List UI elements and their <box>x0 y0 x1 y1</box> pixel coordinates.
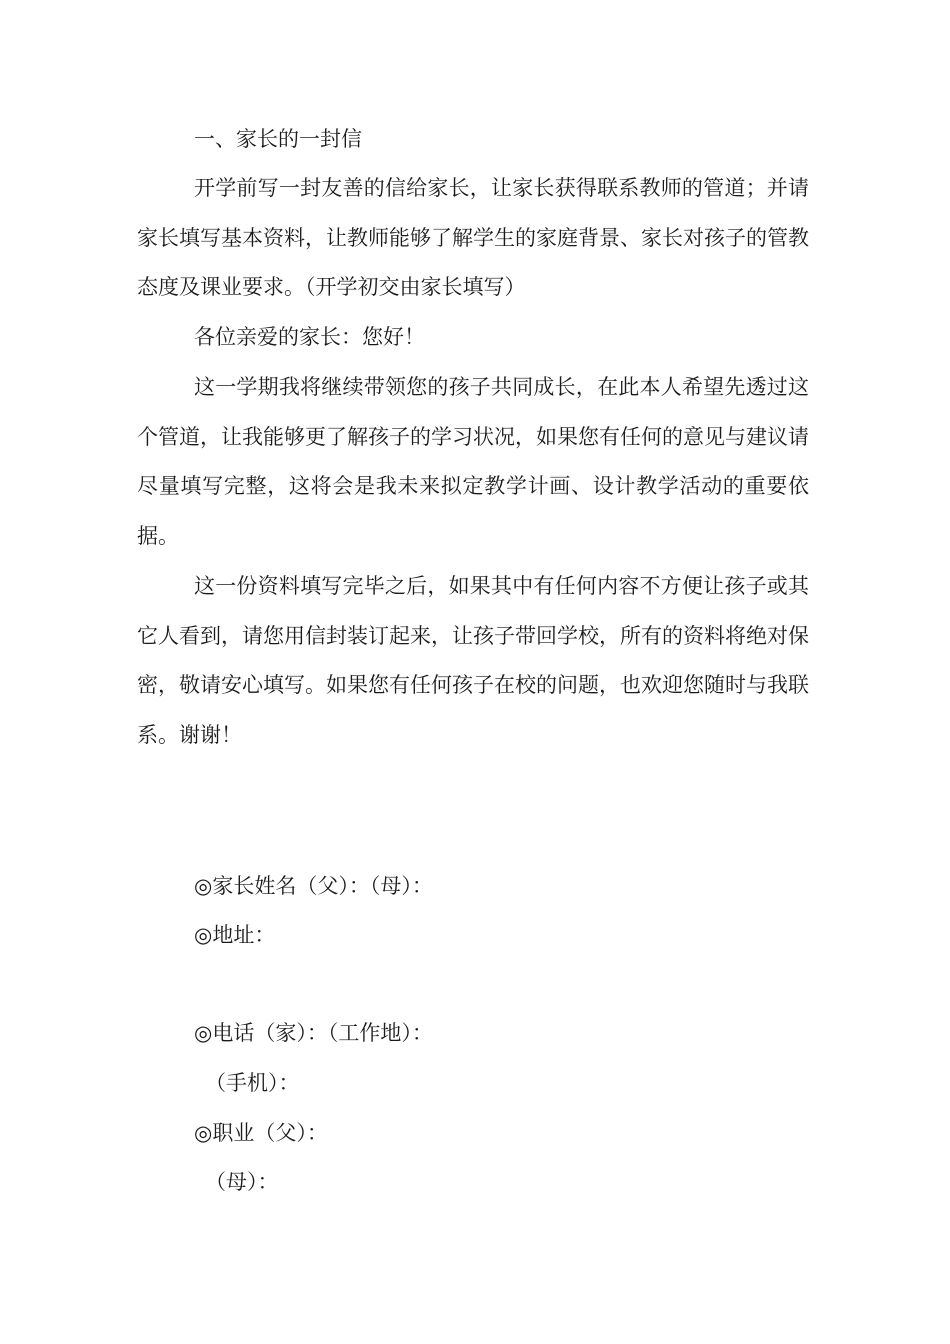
phone-field: ◎电话（家）：（工作地）： <box>194 1021 433 1045</box>
mobile-field: （手机）： <box>205 1071 300 1095</box>
address-field: ◎地址： <box>194 923 276 947</box>
intro-paragraph: 开学前写一封友善的信给家长，让家长获得联系教师的管道；并请家长填写基本资料，让教师能够了解学生的家庭背景、家长对孩子的管教态度及课业要求。（开学初交由家长填写） <box>137 176 809 299</box>
parent-name-field: ◎家长姓名（父）：（母）： <box>194 874 433 898</box>
occupation-father-field: ◎职业（父）： <box>194 1121 328 1145</box>
body-paragraph-2: 这一份资料填写完毕之后，如果其中有任何内容不方便让孩子或其它人看到，请您用信封装订起来，让孩子带回学校，所有的资料将绝对保密，敬请安心填写。如果您有任何孩子在校的问题，也欢迎您随时与我联系。谢谢！ <box>137 574 809 747</box>
occupation-mother-field: （母）： <box>205 1170 279 1194</box>
section-heading: 一、家长的一封信 <box>194 127 362 151</box>
body-paragraph-1: 这一学期我将继续带领您的孩子共同成长，在此本人希望先透过这个管道，让我能够更了解孩子的学习状况，如果您有任何的意见与建议请尽量填写完整，这将会是我未来拟定教学计画、设计教学活动的重要依据。 <box>137 375 809 548</box>
salutation: 各位亲爱的家长：您好！ <box>194 325 425 349</box>
